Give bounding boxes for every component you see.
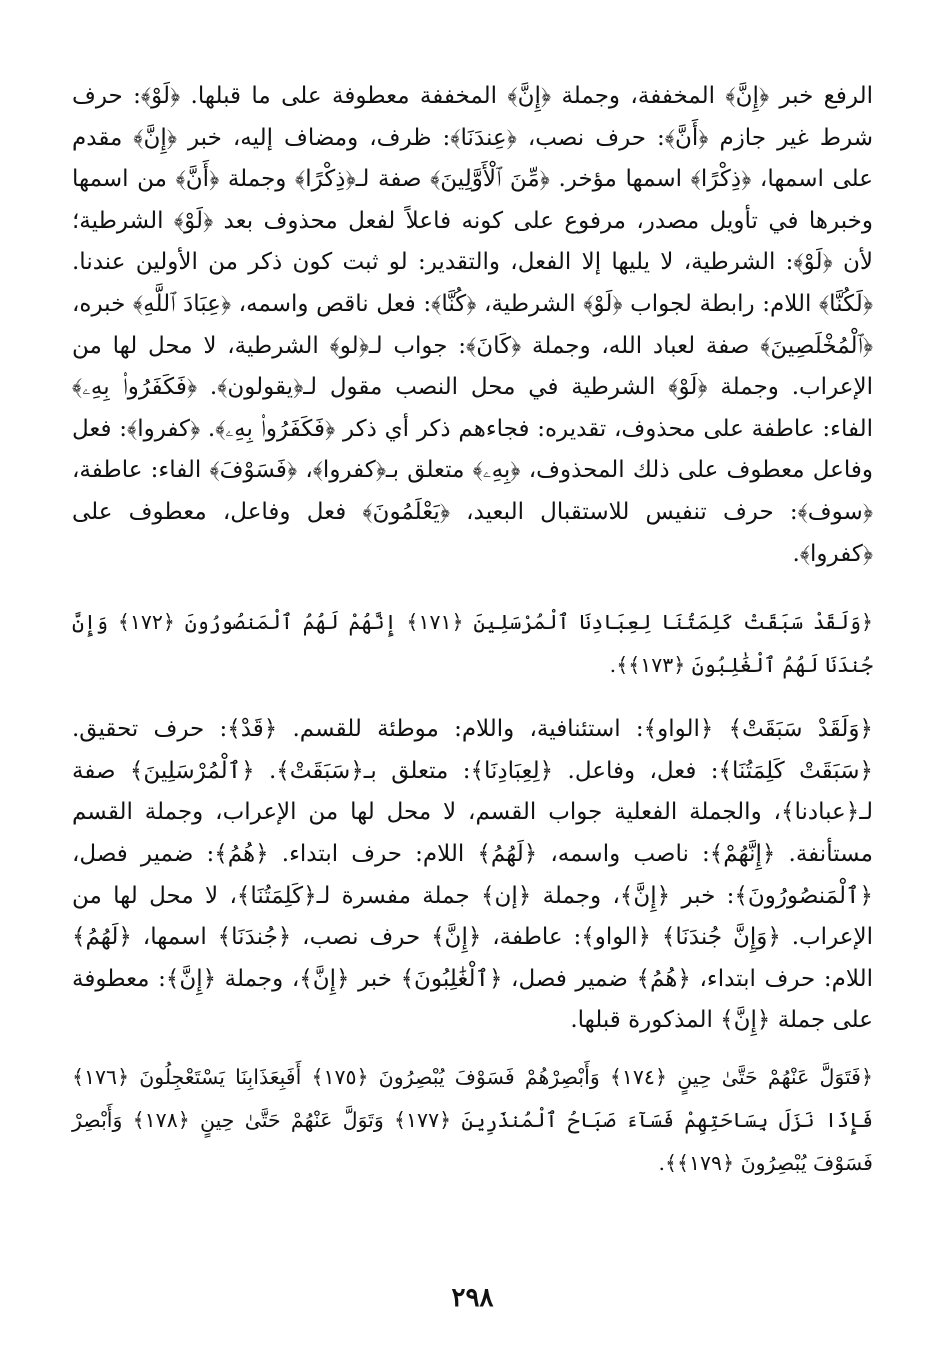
commentary-paragraph-1: الرفع خبر ﴿إِنَّ﴾ المخففة، وجملة ﴿إِنَّ﴾ المخففة معطوفة على ما قبلها. ﴿لَوْ﴾: حرف شرط غير جازم ﴿أَنَّ﴾: حرف نصب، ﴿عِندَنَا﴾: ظرف، ومضاف إليه، خبر ﴿إِنَّ﴾ مقدم على اسمها، ﴿ذِكْرًا﴾ اسمها مؤخر. ﴿مِّنَ ٱلْأَوَّلِينَ﴾ صفة لـ﴿ذِكْرًا﴾ وجملة ﴿أَنَّ﴾ من اسمها وخبرها في تأويل مصدر، مرفوع على كونه فاعلاً لفعل محذوف بعد ﴿لَوْ﴾ الشرطية؛ لأن ﴿لَوْ﴾: الشرطية، لا يليها إلا الفعل، والتقدير: لو ثبت كون ذكر من الأولين عندنا. ﴿لَكُنَّا﴾ اللام: رابطة لجواب ﴿لَوْ﴾ الشرطية، ﴿كُنَّا﴾: فعل ناقص واسمه، ﴿عِبَادَ ٱللَّهِ﴾ خبره، ﴿ٱلْمُخْلَصِينَ﴾ صفة لعباد الله، وجملة ﴿كَانَ﴾: جواب لـ﴿لو﴾ الشرطية، لا محل لها من الإعراب. وجملة ﴿لَوْ﴾ الشرطية في محل النصب مقول لـ﴿يقولون﴾. ﴿فَكَفَرُوا۟ بِهِۦ﴾ الفاء: عاطفة على محذوف، تقديره: فجاءهم ذكر أي ذكر ﴿فَكَفَرُوا۟ بِهِۦ﴾. ﴿كفروا﴾: فعل وفاعل معطوف على ذلك المحذوف، ﴿بِهِۦ﴾ متعلق بـ﴿كفروا﴾، ﴿فَسَوْفَ﴾ الفاء: عاطفة، ﴿سوف﴾: حرف تنفيس للاستقبال البعيد، ﴿يَعْلَمُونَ﴾ فعل وفاعل، معطوف على ﴿كفروا﴾. [72,83,873,567]
spacer [72,575,873,601]
commentary-paragraph-2: ﴿وَلَقَدْ سَبَقَتْ﴾ ﴿الواو﴾: استئنافية، واللام: موطئة للقسم. ﴿قَدْ﴾: حرف تحقيق. ﴿سَبَقَتْ كَلِمَتُنَا﴾: فعل، وفاعل. ﴿لِعِبَادِنَا﴾: متعلق بـ﴿سَبَقَتْ﴾. ﴿ٱلْمُرْسَلِينَ﴾ صفة لـ﴿عبادنا﴾، والجملة الفعلية جواب القسم، لا محل لها من الإعراب، وجملة القسم مستأنفة. ﴿إِنَّهُمْ﴾: ناصب واسمه، ﴿لَهُمُ﴾ اللام: حرف ابتداء. ﴿هُمُ﴾: ضمير فصل، ﴿ٱلْمَنصُورُونَ﴾: خبر ﴿إِنَّ﴾، وجملة ﴿إن﴾ جملة مفسرة لـ﴿كَلِمَتُنَا﴾، لا محل لها من الإعراب. ﴿وَإِنَّ جُندَنَا﴾ ﴿الواو﴾: عاطفة، ﴿إِنَّ﴾ حرف نصب، ﴿جُندَنَا﴾ اسمها، ﴿لَهُمُ﴾ اللام: حرف ابتداء، ﴿هُمُ﴾ ضمير فصل، ﴿ٱلْغَٰلِبُونَ﴾ خبر ﴿إِنَّ﴾، وجملة ﴿إِنَّ﴾: معطوفة على جملة ﴿إِنَّ﴾ المذكورة قبلها. [72,716,873,1034]
page-content [72,76,873,1185]
spacer [72,1042,873,1056]
quran-verse-block-2: ﴿فَتَوَلَّ عَنْهُمْ حَتَّىٰ حِينٍ ﴿١٧٤﴾ وَأَبْصِرْهُمْ فَسَوْفَ يُبْصِرُونَ ﴿١٧٥﴾ أَفَبِعَذَابِنَا يَسْتَعْجِلُونَ ﴿١٧٦﴾ فَإِذَا نَزَلَ بِسَاحَتِهِمْ فَسَآءَ صَبَاحُ ٱلْمُنذَرِينَ ﴿١٧٧﴾ وَتَوَلَّ عَنْهُمْ حَتَّىٰ حِينٍ ﴿١٧٨﴾ وَأَبْصِرْ فَسَوْفَ يُبْصِرُونَ ﴿١٧٩﴾﴾. [72,1064,874,1175]
spacer [72,687,873,709]
quran-verse-block-1: ﴿وَلَقَدْ سَبَقَتْ كَلِمَتُنَا لِعِبَادِنَا ٱلْمُرْسَلِينَ ﴿١٧١﴾ إِنَّهُمْ لَهُمُ ٱلْمَنصُورُونَ ﴿١٧٢﴾ وَإِنَّ جُندَنَا لَهُمُ ٱلْغَٰلِبُونَ ﴿١٧٣﴾﴾. [72,610,873,678]
page-number: ٢٩٨ [451,1283,494,1313]
